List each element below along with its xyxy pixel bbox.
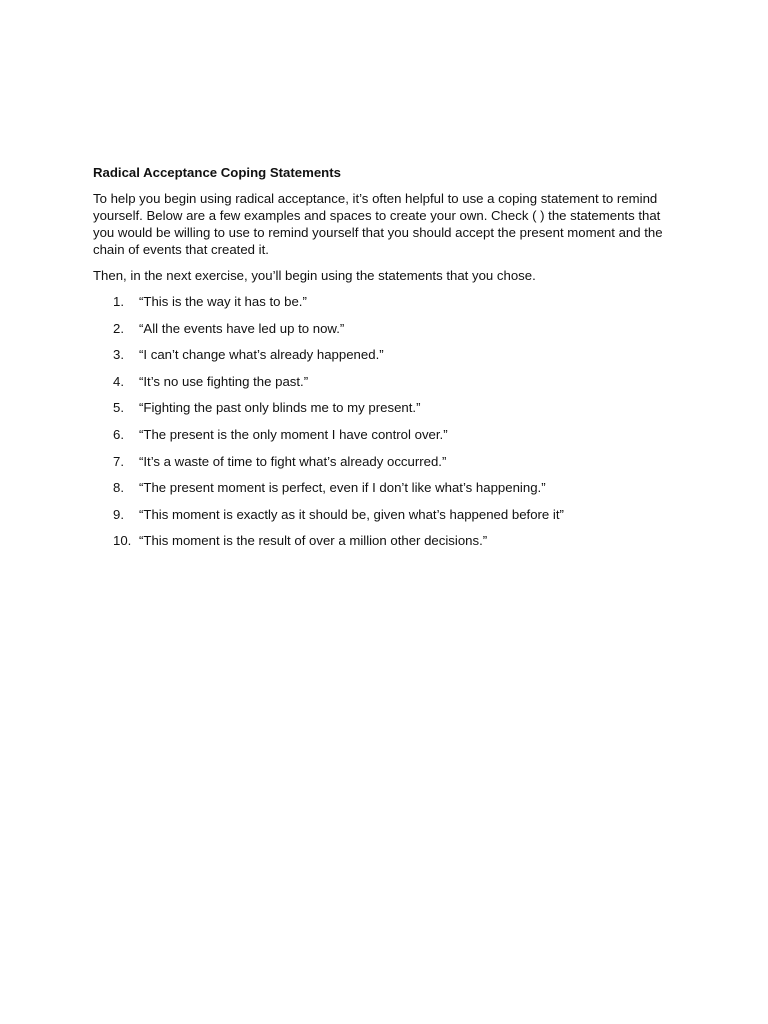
- list-item: [93, 532, 683, 549]
- document-page: [93, 164, 683, 559]
- list-item: [93, 453, 683, 470]
- list-number: 7.: [113, 453, 124, 469]
- list-number: 10.: [113, 533, 132, 549]
- statement-text: “All the events have led up to now.”: [139, 320, 345, 336]
- list-number: 1.: [113, 294, 124, 309]
- list-item: [93, 346, 683, 363]
- statement-text: “It’s no use fighting the past.”: [139, 373, 309, 389]
- statement-text: “This is the way it has to be.”: [139, 294, 307, 309]
- list-number: 2.: [113, 320, 124, 336]
- coping-statements-list: [93, 293, 683, 549]
- list-item: [93, 320, 683, 337]
- statement-text: “I can’t change what’s already happened.”: [139, 347, 384, 363]
- list-item: [93, 506, 683, 523]
- list-number: 8.: [113, 480, 124, 496]
- list-item: [93, 293, 683, 310]
- list-number: 4.: [113, 373, 124, 389]
- section-heading: Radical Acceptance Coping Statements: [93, 165, 341, 180]
- statement-text: “The present is the only moment I have control over.”: [139, 426, 448, 442]
- list-item: [93, 479, 683, 496]
- list-number: 3.: [113, 347, 124, 363]
- list-item: [93, 399, 683, 416]
- list-number: 5.: [113, 400, 124, 416]
- intro-paragraph: To help you begin using radical acceptance, it’s often helpful to use a coping statement to remind yourself. Below are a few examples and spaces to create your own. Check ( ) the statements that you would be willing to use to remind yourself that you should accept the present moment and the chain of events that created it.: [93, 191, 663, 257]
- list-number: 6.: [113, 426, 124, 442]
- next-exercise-paragraph: Then, in the next exercise, you’ll begin using the statements that you chose.: [93, 268, 536, 283]
- statement-text: “It’s a waste of time to fight what’s already occurred.”: [139, 453, 447, 469]
- statement-text: “This moment is the result of over a million other decisions.”: [139, 533, 488, 549]
- statement-text: “Fighting the past only blinds me to my present.”: [139, 400, 421, 416]
- list-item: [93, 426, 683, 443]
- list-number: 9.: [113, 506, 124, 522]
- list-item: [93, 373, 683, 390]
- statement-text: “This moment is exactly as it should be, given what’s happened before it”: [139, 506, 564, 522]
- statement-text: “The present moment is perfect, even if I don’t like what’s happening.”: [139, 480, 546, 496]
